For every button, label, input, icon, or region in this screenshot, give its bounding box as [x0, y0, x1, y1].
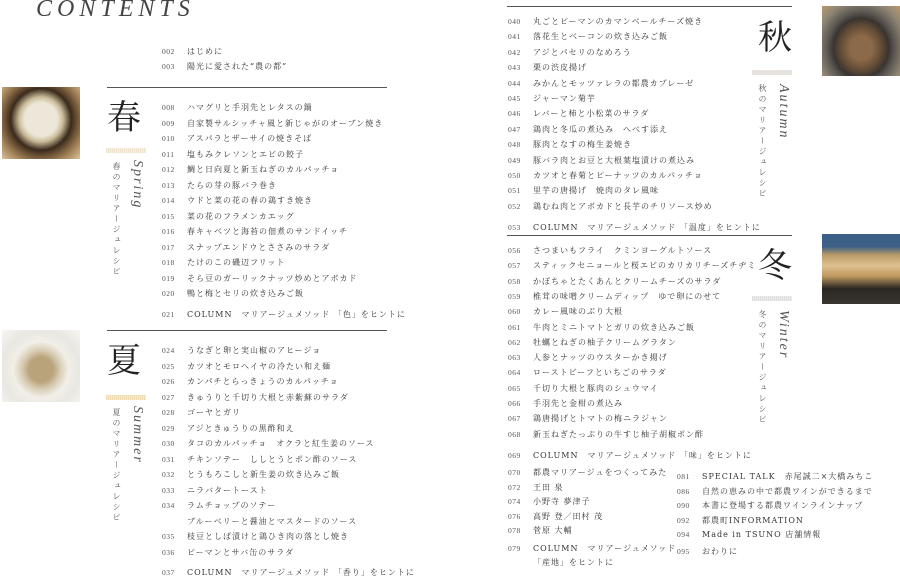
- page-number: 012: [162, 165, 175, 174]
- entry-title: SPECIAL TALK 赤尾誠二×大橋みちこ: [702, 472, 874, 481]
- entry-title: ゴーヤとガリ: [187, 408, 241, 417]
- entry-title: 都農マリアージュをつくってみた: [533, 468, 668, 477]
- toc-entry[interactable]: [162, 119, 383, 129]
- toc-entry[interactable]: [508, 125, 668, 135]
- spring-divider: [107, 87, 387, 88]
- entry-title: ニラバタートースト: [187, 485, 268, 495]
- page-number: 047: [508, 124, 521, 134]
- toc-entry[interactable]: [162, 346, 321, 356]
- toc-entry[interactable]: [508, 32, 668, 42]
- toc-entry[interactable]: [508, 94, 596, 104]
- page-number: 078: [508, 526, 521, 535]
- entry-title: COLUMN マリアージュメソッド: [533, 543, 677, 553]
- entry-title: きゅうりと千切り大根と赤紫蘇のサラダ: [187, 392, 349, 402]
- toc-entry[interactable]: [162, 362, 331, 372]
- page-number: 019: [162, 273, 175, 283]
- entry-title: 春キャベツと海苔の佃煮のサンドイッチ: [187, 227, 349, 236]
- summer-kanji: 夏: [107, 341, 141, 381]
- entry-title: 椎茸の味噌クリームディップ ゆで卵にのせて: [533, 291, 722, 301]
- autumn-divider: [507, 6, 792, 7]
- toc-entry[interactable]: [162, 150, 304, 160]
- entry-title: かぼちゃとたくあんとクリームチーズのサラダ: [533, 276, 722, 286]
- toc-entry[interactable]: [162, 196, 313, 206]
- page-number: 026: [162, 377, 175, 386]
- entry-title: カツオとモロヘイヤの冷たい和え麺: [187, 361, 331, 371]
- page-number: 015: [162, 211, 175, 221]
- entry-title: みかんとモッツァレラの都農カプレーゼ: [533, 78, 695, 88]
- page-number: 013: [162, 180, 175, 190]
- page-number: 010: [162, 134, 175, 143]
- toc-entry[interactable]: [508, 353, 668, 363]
- summer-bar: [106, 395, 146, 400]
- entry-title: おわりに: [702, 546, 738, 556]
- page-number: 036: [162, 547, 175, 557]
- page-number: 016: [162, 227, 175, 236]
- toc-entry[interactable]: [508, 430, 704, 440]
- page-number: 008: [162, 103, 175, 112]
- entry-title: たけのこの磯辺フリット: [187, 258, 286, 267]
- toc-entry[interactable]: [162, 470, 340, 480]
- toc-entry[interactable]: [162, 134, 312, 144]
- toc-entry[interactable]: [508, 171, 703, 181]
- toc-entry[interactable]: [162, 103, 313, 113]
- summer-photo: [2, 330, 80, 402]
- entry-title: レバーと柿と小松菜のサラダ: [533, 109, 650, 119]
- toc-entry[interactable]: [162, 181, 277, 191]
- page-number: 067: [508, 414, 521, 424]
- entry-title: 自然の恵みの中で都農ワインができるまで: [702, 486, 873, 496]
- entry-title: アジときゅうりの黒酢和え: [187, 423, 295, 433]
- entry-title: 牡蠣とねぎの柚子クリームグラタン: [533, 337, 677, 347]
- entry-title: アスパラとザーサイの焼きそば: [187, 134, 313, 143]
- page-title: CONTENTS: [36, 0, 195, 22]
- summer-english: Summer: [130, 406, 145, 464]
- page-number: 086: [677, 486, 690, 496]
- entry-title: タコのカルパッチョ オクラと紅生姜のソース: [187, 439, 375, 448]
- toc-entry[interactable]: [508, 186, 659, 196]
- entry-title: はじめに: [187, 47, 223, 56]
- page-number: 052: [508, 201, 521, 211]
- page-number: 045: [508, 94, 521, 103]
- toc-entry[interactable]: [162, 424, 295, 434]
- toc-entry[interactable]: [508, 246, 712, 256]
- entry-title: 豚肉となすの梅生姜焼き: [533, 140, 632, 150]
- page-number: 062: [508, 337, 521, 347]
- toc-entry[interactable]: [162, 165, 339, 175]
- entry-title: 自家製サルシッチャ風と新じゃがのオーブン焼き: [187, 118, 384, 128]
- page-number: 060: [508, 307, 521, 317]
- summer-divider: [107, 330, 387, 331]
- toc-entry[interactable]: [508, 468, 667, 478]
- winter-divider: [507, 235, 792, 236]
- toc-entry[interactable]: [162, 548, 294, 558]
- toc-entry[interactable]: [508, 307, 623, 317]
- page-number: 049: [508, 155, 521, 165]
- page-number: 018: [162, 258, 175, 267]
- toc-entry[interactable]: [508, 544, 676, 554]
- toc-entry[interactable]: [677, 516, 804, 526]
- toc-entry[interactable]: [162, 258, 285, 268]
- page-number: 027: [162, 392, 175, 402]
- page-number: 059: [508, 291, 521, 301]
- toc-entry[interactable]: [677, 547, 738, 557]
- page-number: 033: [162, 485, 175, 495]
- entry-title: ウドと菜の花の春の鶏すき焼き: [187, 196, 313, 205]
- page-number: 028: [162, 408, 175, 417]
- toc-entry[interactable]: [162, 408, 241, 418]
- page-number: 020: [162, 289, 175, 298]
- entry-title: 里芋の唐揚げ 焼肉のタレ風味: [533, 186, 659, 196]
- entry-title: スナップエンドウとささみのサラダ: [187, 242, 331, 252]
- entry-title: ハマグリと手羽先とレタスの鍋: [187, 103, 313, 112]
- entry-title: 鴨と梅とセリの炊き込みご飯: [187, 289, 304, 298]
- toc-entry[interactable]: [162, 274, 358, 284]
- page-number: 021: [162, 309, 175, 319]
- entry-title: 陽光に愛された“農の都”: [187, 62, 288, 71]
- entry-title: 手羽先と金柑の煮込み: [533, 399, 623, 408]
- entry-title: そら豆のガーリックナッツ炒めとアボカド: [187, 273, 358, 283]
- page-number: 044: [508, 78, 521, 88]
- page-number: 031: [162, 454, 175, 464]
- entry-title: ピーマンとサバ缶のサラダ: [187, 547, 295, 557]
- entry-title: うなぎと卵と実山椒のアヒージョ: [187, 346, 322, 355]
- page-number: 081: [677, 472, 690, 481]
- entry-title: たらの芽の豚バラ巻き: [187, 180, 277, 190]
- toc-entry[interactable]: [508, 79, 694, 89]
- entry-title: 栗の渋皮揚げ: [533, 63, 587, 73]
- summer-subtitle: 夏のマリアージュレシピ: [112, 408, 121, 524]
- autumn-bar: [752, 70, 792, 75]
- toc-entry[interactable]: [508, 202, 713, 212]
- page-number: 074: [508, 497, 521, 506]
- entry-title: 人参とナッツのウスターかき揚げ: [533, 353, 668, 363]
- entry-title: カツオと春菊とピーナッツのカルパッチョ: [533, 171, 703, 180]
- entry-title: 菜の花のフラメンカエッグ: [187, 211, 295, 221]
- page-number: 070: [508, 468, 521, 477]
- page-number: 061: [508, 322, 521, 332]
- entry-title: ブルーベリーと醤油とマスタードのソース: [187, 516, 358, 526]
- spring-subtitle: 春のマリアージュレシピ: [112, 162, 121, 278]
- page-number: 068: [508, 429, 521, 439]
- entry-title: 丸ごとピーマンのカマンベールチーズ焼き: [533, 17, 704, 26]
- page-number: 056: [508, 246, 521, 255]
- entry-title: 菅原 大輔: [533, 526, 573, 535]
- page-number: 042: [508, 47, 521, 57]
- page-number: 057: [508, 261, 521, 271]
- page-number: 041: [508, 32, 521, 42]
- toc-entry[interactable]: [677, 501, 863, 511]
- toc-entry[interactable]: [508, 156, 695, 166]
- page-number: 025: [162, 361, 175, 371]
- entry-title: 都農町INFORMATION: [702, 515, 804, 525]
- page-number: 064: [508, 368, 521, 378]
- page-number: 030: [162, 439, 175, 448]
- page-number: 037: [162, 568, 175, 577]
- spring-kanji: 春: [107, 98, 141, 138]
- entry-title: 塩もみクレソンとエビの餃子: [187, 149, 304, 159]
- page-number: 009: [162, 118, 175, 128]
- page-number: 072: [508, 482, 521, 492]
- page-number: 040: [508, 17, 521, 26]
- toc-entry[interactable]: [508, 63, 587, 73]
- toc-entry[interactable]: [508, 292, 721, 302]
- page-number: 066: [508, 399, 521, 408]
- page-number: 003: [162, 62, 175, 71]
- page-number: 065: [508, 383, 521, 393]
- toc-entry[interactable]: [162, 532, 349, 542]
- page-number: 024: [162, 346, 175, 355]
- entry-title: 千切り大根と豚肉のシュウマイ: [533, 383, 659, 393]
- page-number: 079: [508, 543, 521, 553]
- entry-title: ジャーマン菊芋: [533, 94, 596, 103]
- autumn-english: Autumn: [776, 84, 791, 140]
- page-number: 034: [162, 501, 175, 510]
- page-number: 076: [508, 511, 521, 521]
- page-number: 058: [508, 276, 521, 286]
- entry-title: 鶏唐揚げとトマトの梅ニラジャン: [533, 414, 668, 424]
- winter-bar: [752, 296, 792, 301]
- toc-entry[interactable]: [508, 414, 668, 424]
- entry-title: 落花生とベーコンの炊き込みご飯: [533, 32, 668, 42]
- winter-photo: [822, 234, 900, 304]
- toc-entry[interactable]: [162, 227, 348, 237]
- page-number: 011: [162, 149, 175, 159]
- page-number: 069: [508, 450, 521, 460]
- page-number: 043: [508, 63, 521, 73]
- winter-english: Winter: [776, 310, 791, 360]
- spring-photo: [2, 87, 80, 159]
- toc-entry[interactable]: [508, 109, 649, 119]
- toc-entry[interactable]: [162, 62, 287, 72]
- autumn-subtitle: 秋のマリアージュレシピ: [758, 84, 767, 200]
- entry-title: 新玉ねぎたっぷりの牛すじ柚子胡椒ポン酢: [533, 429, 704, 439]
- toc-entry[interactable]: [162, 439, 374, 449]
- toc-entry[interactable]: [677, 530, 821, 540]
- page-number: 035: [162, 532, 175, 541]
- page-number: 053: [508, 223, 521, 233]
- toc-entry[interactable]: [508, 48, 632, 58]
- entry-title: 鶏むね肉とアボカドと長芋のチリソース炒め: [533, 201, 713, 211]
- page-number: 063: [508, 353, 521, 363]
- entry-title: 「産地」をヒントに: [533, 558, 614, 567]
- entry-title: 高野 登／田村 茂: [533, 511, 604, 521]
- toc-column-entry[interactable]: [162, 310, 406, 320]
- page-number: 032: [162, 470, 175, 479]
- toc-entry[interactable]: [162, 289, 304, 299]
- page-number: 051: [508, 186, 521, 196]
- toc-entry[interactable]: [508, 17, 703, 27]
- entry-title: 豚バラ肉とお豆と大根葉塩漬けの煮込み: [533, 155, 695, 165]
- entry-title: Made in TSUNO 店舗情報: [702, 530, 822, 539]
- spring-english: Spring: [130, 160, 145, 210]
- toc-entry[interactable]: [162, 486, 268, 496]
- entry-title: 牛肉とミニトマトとガリの炊き込みご飯: [533, 322, 695, 332]
- winter-subtitle: 冬のマリアージュレシピ: [758, 310, 767, 426]
- toc-entry[interactable]: [162, 517, 357, 527]
- toc-entry[interactable]: [677, 487, 873, 497]
- page-number: 095: [677, 546, 690, 556]
- spring-bar: [106, 148, 146, 153]
- entry-title: さつまいもフライ クミンヨーグルトソース: [533, 246, 713, 255]
- page-number: 002: [162, 47, 175, 56]
- toc-entry[interactable]: [508, 140, 632, 150]
- toc-entry[interactable]: [508, 497, 591, 507]
- toc-entry[interactable]: [508, 483, 564, 493]
- entry-title: カンパチとらっきょうのカルパッチョ: [187, 377, 339, 386]
- page-number: 046: [508, 109, 521, 119]
- entry-title: COLUMN マリアージュメソッド 「色」をヒントに: [187, 309, 406, 319]
- entry-title: とうもろこしと新生姜の炊き込みご飯: [187, 470, 340, 479]
- entry-title: カレー風味のぶり大根: [533, 307, 623, 317]
- page-number: 029: [162, 423, 175, 433]
- entry-title: ラムチョップのソテー: [187, 501, 277, 510]
- page-number: 014: [162, 196, 175, 205]
- toc-entry[interactable]: [508, 338, 677, 348]
- autumn-kanji: 秋: [758, 18, 792, 58]
- entry-title: 鯛と日向夏と新玉ねぎのカルパッチョ: [187, 165, 340, 174]
- toc-entry[interactable]: [508, 261, 756, 271]
- toc-entry[interactable]: [677, 472, 873, 482]
- toc-entry[interactable]: [162, 393, 349, 403]
- page-number: 094: [677, 530, 690, 539]
- entry-title: 鶏肉と冬瓜の煮込み へべす添え: [533, 124, 668, 134]
- toc-entry[interactable]: [508, 399, 623, 409]
- entry-title: アジとパセリのなめろう: [533, 47, 632, 57]
- toc-entry[interactable]: [162, 243, 330, 253]
- toc-column-entry[interactable]: [162, 568, 415, 578]
- toc-entry[interactable]: [162, 377, 339, 387]
- entry-title: スティックセニョールと桜エビのカリカリチーズチヂミ: [533, 261, 757, 271]
- entry-title: 枝豆としば漬けと鶏ひき肉の落とし焼き: [187, 532, 349, 541]
- toc-entry[interactable]: [162, 47, 223, 57]
- entry-title: ローストビーフといちごのサラダ: [533, 368, 667, 378]
- toc-column-entry[interactable]: [508, 223, 761, 233]
- entry-title: チキンソテー ししとうとポン酢のソース: [187, 454, 358, 464]
- entry-title: COLUMN マリアージュメソッド 「香り」をヒントに: [187, 568, 415, 577]
- entry-title: 小野寺 夢津子: [533, 497, 591, 506]
- toc-entry[interactable]: [508, 558, 614, 568]
- toc-entry[interactable]: [508, 368, 667, 378]
- toc-entry[interactable]: [508, 526, 573, 536]
- autumn-photo: [822, 6, 900, 76]
- entry-title: COLUMN マリアージュメソッド 「温度」をヒントに: [533, 223, 761, 233]
- toc-entry[interactable]: [508, 512, 603, 522]
- toc-entry[interactable]: [162, 455, 357, 465]
- toc-entry[interactable]: [162, 212, 295, 222]
- entry-title: COLUMN マリアージュメソッド 「味」をヒントに: [533, 450, 752, 460]
- entry-title: 王田 泉: [533, 482, 564, 492]
- toc-entry[interactable]: [162, 501, 276, 511]
- winter-kanji: 冬: [758, 246, 792, 286]
- page-number: 090: [677, 501, 690, 510]
- toc-entry[interactable]: [508, 384, 659, 394]
- page-number: 050: [508, 171, 521, 180]
- toc-column-entry[interactable]: [508, 451, 752, 461]
- page-number: 092: [677, 515, 690, 525]
- toc-entry[interactable]: [508, 323, 695, 333]
- page-number: 048: [508, 140, 521, 150]
- entry-title: 本書に登場する都農ワインラインナップ: [702, 501, 864, 510]
- toc-entry[interactable]: [508, 277, 721, 287]
- page-number: 017: [162, 242, 175, 252]
